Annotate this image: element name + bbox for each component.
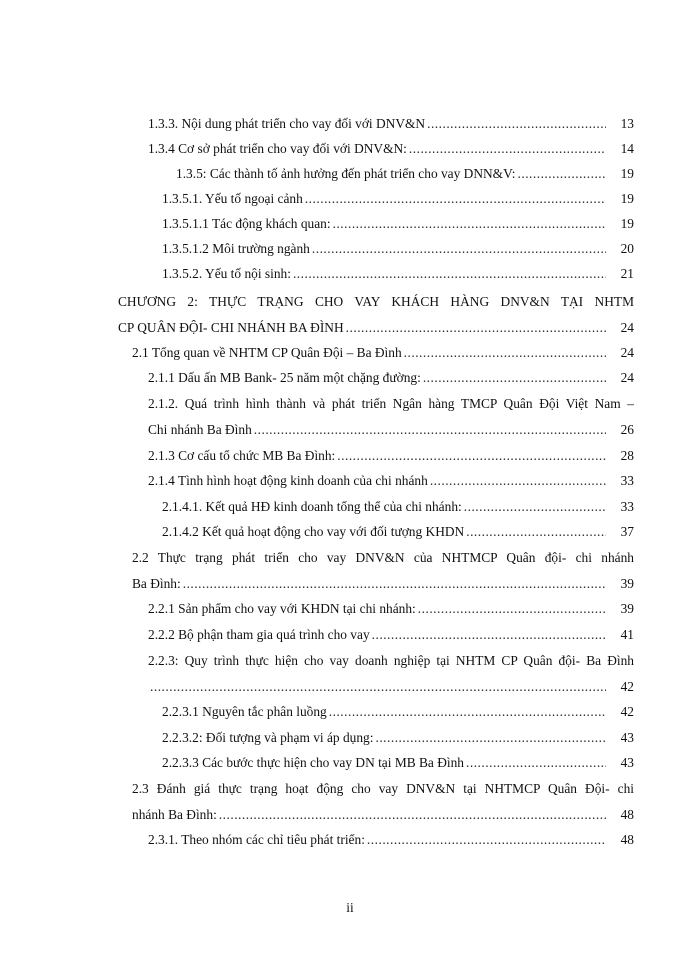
toc-entry-title: Ba Đình: <box>132 576 181 591</box>
toc-leader-dots <box>346 315 606 341</box>
toc-entry[interactable] <box>148 391 634 443</box>
toc-page-number: 41 <box>620 627 634 642</box>
toc-entry-title: 2.3.1. Theo nhóm các chỉ tiêu phát triển: <box>148 832 365 847</box>
toc-page-number: 24 <box>620 320 634 335</box>
toc-page-number: 37 <box>620 524 634 539</box>
toc-entry[interactable] <box>148 622 634 648</box>
toc-entry-title: 1.3.3. Nội dung phát triển cho vay đối với DNV&N <box>148 116 426 131</box>
toc-entry-title: 2.1.1 Dấu ấn MB Bank- 25 năm một chặng đường: <box>148 370 421 385</box>
toc-entry-title: 1.3.5.1.1 Tác động khách quan: <box>162 216 331 231</box>
toc-page-number: 19 <box>620 166 634 181</box>
toc-entry-title: 1.3.4 Cơ sở phát triển cho vay đối với DNV&N: <box>148 141 407 156</box>
toc-leader-dots <box>375 725 606 751</box>
toc-page-number: 26 <box>620 422 634 437</box>
toc-entry-title-line: 2.1.2. Quá trình hình thành và phát triển Ngân hàng TMCP Quân Đội Việt Nam – <box>148 396 634 411</box>
toc-entry-title: Chi nhánh Ba Đình <box>148 422 252 437</box>
toc-entry[interactable] <box>162 699 634 725</box>
toc-entry[interactable] <box>148 596 634 622</box>
toc-entry[interactable] <box>162 211 634 237</box>
toc-leader-dots <box>466 519 606 545</box>
toc-entry-title-line: 2.3 Đánh giá thực trạng hoạt động cho vay DNV&N tại NHTMCP Quân Đội- chi <box>132 781 634 796</box>
toc-entry-title: 2.1.4.1. Kết quả HĐ kinh doanh tổng thể của chi nhánh: <box>162 499 462 514</box>
toc-leader-dots <box>418 596 606 622</box>
toc-entry-chapter[interactable] <box>118 289 634 341</box>
toc-leader-dots <box>219 802 606 828</box>
toc-entry[interactable] <box>148 136 634 162</box>
toc-leader-dots <box>312 236 606 262</box>
toc-page-number: 33 <box>620 473 634 488</box>
toc-leader-dots <box>305 186 606 212</box>
toc-page-number: 19 <box>620 216 634 231</box>
toc-entry-title-line: 2.2 Thực trạng phát triển cho vay DNV&N của NHTMCP Quân đội- chi nhánh <box>132 550 634 565</box>
toc-entry[interactable] <box>132 545 634 597</box>
toc-leader-dots <box>404 340 606 366</box>
toc-entry[interactable] <box>176 161 634 187</box>
toc-entry-title: 2.2.1 Sản phẩm cho vay với KHDN tại chi nhánh: <box>148 601 416 616</box>
toc-leader-dots <box>183 571 606 597</box>
toc-entry-title-line: 2.2.3: Quy trình thực hiện cho vay doanh nghiệp tại NHTM CP Quân đội- Ba Đình <box>148 653 634 668</box>
toc-page-number: 14 <box>620 141 634 156</box>
toc-page-number: 20 <box>620 241 634 256</box>
toc-page-number: 48 <box>620 807 634 822</box>
toc-entry-title: 2.2.3.1 Nguyên tắc phân luồng <box>162 704 327 719</box>
toc-entry[interactable] <box>162 750 634 776</box>
toc-entry[interactable] <box>148 648 634 700</box>
toc-entry-title: 1.3.5.2. Yếu tố nội sinh: <box>162 266 291 281</box>
toc-leader-dots <box>518 161 607 187</box>
toc-entry[interactable] <box>162 725 634 751</box>
toc-entry-title: 2.2.3.3 Các bước thực hiện cho vay DN tại MB Ba Đình <box>162 755 465 770</box>
toc-leader-dots <box>466 750 606 776</box>
toc-leader-dots <box>409 136 606 162</box>
toc-leader-dots <box>423 365 606 391</box>
toc-entry-title: CP QUÂN ĐỘI- CHI NHÁNH BA ĐÌNH <box>118 320 344 335</box>
toc-page-number: 13 <box>620 116 634 131</box>
toc-entry-title: 2.1 Tổng quan về NHTM CP Quân Đội – Ba Đình <box>132 345 402 360</box>
toc-entry[interactable] <box>162 494 634 520</box>
toc-entry-title: 2.1.3 Cơ cấu tổ chức MB Ba Đình: <box>148 448 336 463</box>
toc-entry-title: 2.2.3.2: Đối tượng và phạm vi áp dụng: <box>162 730 374 745</box>
toc-entry[interactable] <box>148 365 634 391</box>
page-number-footer: ii <box>346 900 354 915</box>
toc-leader-dots <box>372 622 606 648</box>
toc-entry[interactable] <box>148 443 634 469</box>
toc-entry-title: 2.1.4.2 Kết quả hoạt động cho vay với đối tượng KHDN <box>162 524 465 539</box>
toc-entry[interactable] <box>132 340 634 366</box>
toc-page-number: 24 <box>620 345 634 360</box>
toc-entry[interactable] <box>162 236 634 262</box>
toc-leader-dots <box>367 827 606 853</box>
toc-leader-dots <box>150 674 606 700</box>
toc-entry-title-line: CHƯƠNG 2: THỰC TRẠNG CHO VAY KHÁCH HÀNG DNV&N TẠI NHTM <box>118 294 634 309</box>
toc-entry-title: 2.1.4 Tình hình hoạt động kinh doanh của chi nhánh <box>148 473 428 488</box>
toc-leader-dots <box>293 261 606 287</box>
toc-entry[interactable] <box>148 468 634 494</box>
toc-leader-dots <box>427 111 606 137</box>
toc-page-number: 28 <box>620 448 634 463</box>
toc-page-number: 21 <box>620 266 634 281</box>
toc-entry[interactable] <box>148 827 634 853</box>
toc-entry-title: nhánh Ba Đình: <box>132 807 217 822</box>
toc-entry-title: 1.3.5.1. Yếu tố ngoại cảnh <box>162 191 303 206</box>
toc-page-number: 39 <box>620 576 634 591</box>
toc-entry[interactable] <box>162 261 634 287</box>
toc-page-number: 42 <box>620 704 634 719</box>
toc-page-number: 48 <box>620 832 634 847</box>
toc-entry[interactable] <box>148 111 634 137</box>
toc-page-number: 39 <box>620 601 634 616</box>
toc-leader-dots <box>337 443 606 469</box>
toc-page-number: 43 <box>620 730 634 745</box>
toc-page-number: 33 <box>620 499 634 514</box>
toc-entry-title: 2.2.2 Bộ phận tham gia quá trình cho vay <box>148 627 370 642</box>
toc-entry[interactable] <box>162 186 634 212</box>
toc-entry[interactable] <box>132 776 634 828</box>
toc-leader-dots <box>464 494 606 520</box>
toc-page-number: 24 <box>620 370 634 385</box>
toc-page-number: 19 <box>620 191 634 206</box>
toc-entry[interactable] <box>162 519 634 545</box>
toc-page-number: 42 <box>620 679 634 694</box>
toc-entry-title: 1.3.5.1.2 Môi trường ngành <box>162 241 310 256</box>
toc-page-number: 43 <box>620 755 634 770</box>
toc-entry-title: 1.3.5: Các thành tố ảnh hưởng đến phát triển cho vay DNN&V: <box>176 166 516 181</box>
toc-leader-dots <box>329 699 606 725</box>
toc-leader-dots <box>254 417 606 443</box>
toc-leader-dots <box>430 468 606 494</box>
toc-leader-dots <box>333 211 606 237</box>
